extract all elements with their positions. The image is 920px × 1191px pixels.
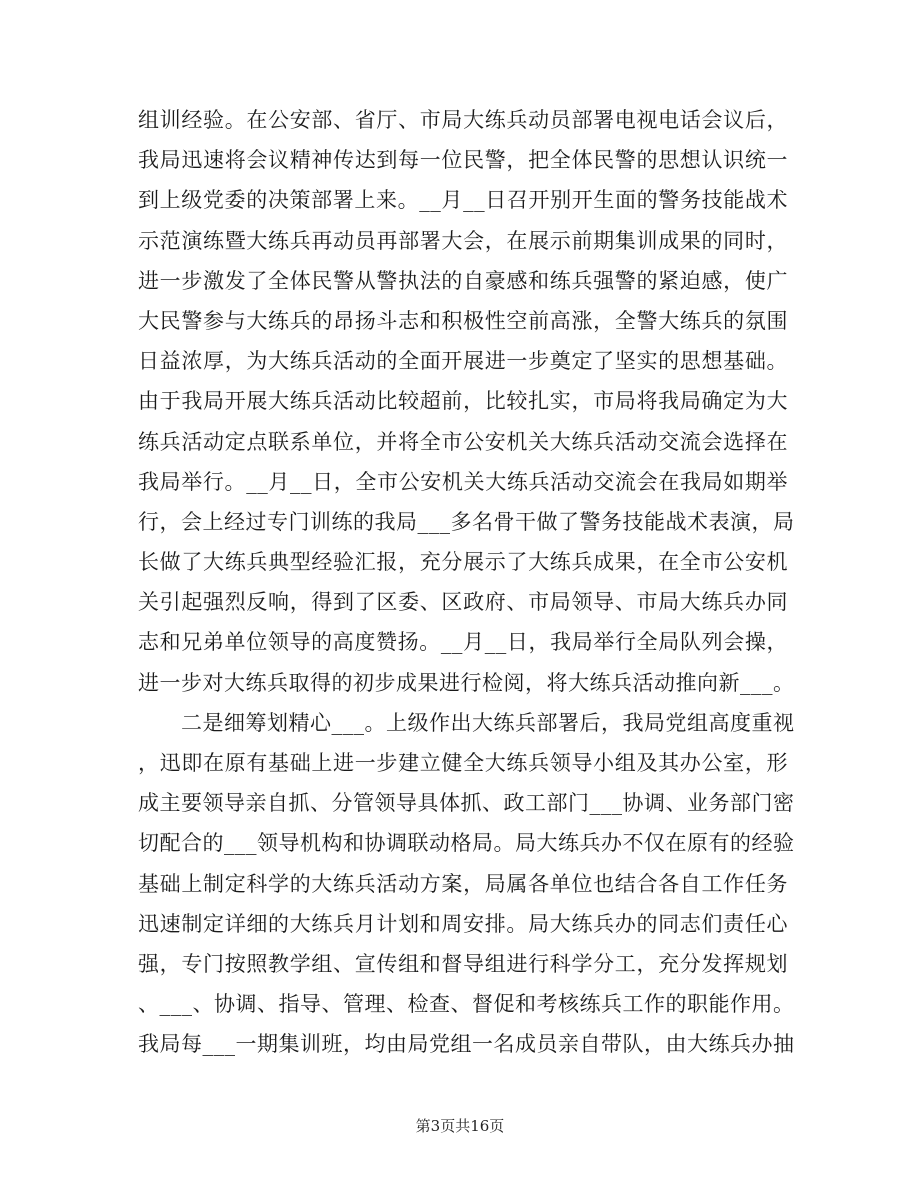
text-line: 练兵活动定点联系单位，并将全市公安机关大练兵活动交流会选择在 — [138, 429, 788, 454]
text-line: 关引起强烈反响，得到了区委、区政府、市局领导、市局大练兵办同 — [138, 590, 788, 615]
text-line: 基础上制定科学的大练兵活动方案，局属各单位也结合各自工作任务 — [138, 871, 788, 896]
text-line: 进一步激发了全体民警从警执法的自豪感和练兵强警的紧迫感，使广 — [138, 268, 788, 293]
text-line: 强，专门按照教学组、宣传组和督导组进行科学分工，充分发挥规划 — [138, 951, 788, 976]
page-number-footer: 第3页共16页 — [415, 1117, 505, 1135]
text-line: 我局举行。__月__日，全市公安机关大练兵活动交流会在我局如期举 — [138, 469, 788, 494]
text-line: 进一步对大练兵取得的初步成果进行检阅，将大练兵活动推向新___。 — [138, 670, 795, 695]
text-line: 我局每___一期集训班，均由局党组一名成员亲自带队，由大练兵办抽 — [138, 1032, 795, 1057]
text-line: ，迅即在原有基础上进一步建立健全大练兵领导小组及其办公室，形 — [138, 751, 788, 775]
text-line: 日益浓厚，为大练兵活动的全面开展进一步奠定了坚实的思想基础。 — [138, 349, 788, 374]
text-line: 组训经验。在公安部、省厅、市局大练兵动员部署电视电话会议后， — [138, 108, 788, 132]
text-line: 我局迅速将会议精神传达到每一位民警，把全体民警的思想认识统一 — [138, 148, 788, 173]
document-body — [138, 100, 795, 1065]
text-line: 行，会上经过专门训练的我局___多名骨干做了警务技能战术表演，局 — [138, 509, 795, 534]
text-line: 到上级党委的决策部署上来。__月__日召开别开生面的警务技能战术 — [138, 188, 788, 213]
text-line: 切配合的___领导机构和协调联动格局。局大练兵办不仅在原有的经验 — [138, 831, 795, 856]
text-line: 大民警参与大练兵的昂扬斗志和积极性空前高涨，全警大练兵的氛围 — [138, 308, 788, 333]
text-line: 志和兄弟单位领导的高度赞扬。__月__日，我局举行全局队列会操， — [138, 630, 788, 655]
text-line: 、___、协调、指导、管理、检查、督促和考核练兵工作的职能作用。 — [138, 992, 795, 1017]
text-line: 迅速制定详细的大练兵月计划和周安排。局大练兵办的同志们责任心 — [138, 911, 788, 936]
text-line: 示范演练暨大练兵再动员再部署大会，在展示前期集训成果的同时， — [138, 228, 788, 253]
text-line: 二是细筹划精心___。上级作出大练兵部署后，我局党组高度重视 — [138, 710, 795, 735]
text-line: 由于我局开展大练兵活动比较超前，比较扎实，市局将我局确定为大 — [138, 389, 788, 414]
text-line: 长做了大练兵典型经验汇报，充分展示了大练兵成果，在全市公安机 — [138, 550, 788, 575]
text-line: 成主要领导亲自抓、分管领导具体抓、政工部门___协调、业务部门密 — [138, 791, 795, 816]
